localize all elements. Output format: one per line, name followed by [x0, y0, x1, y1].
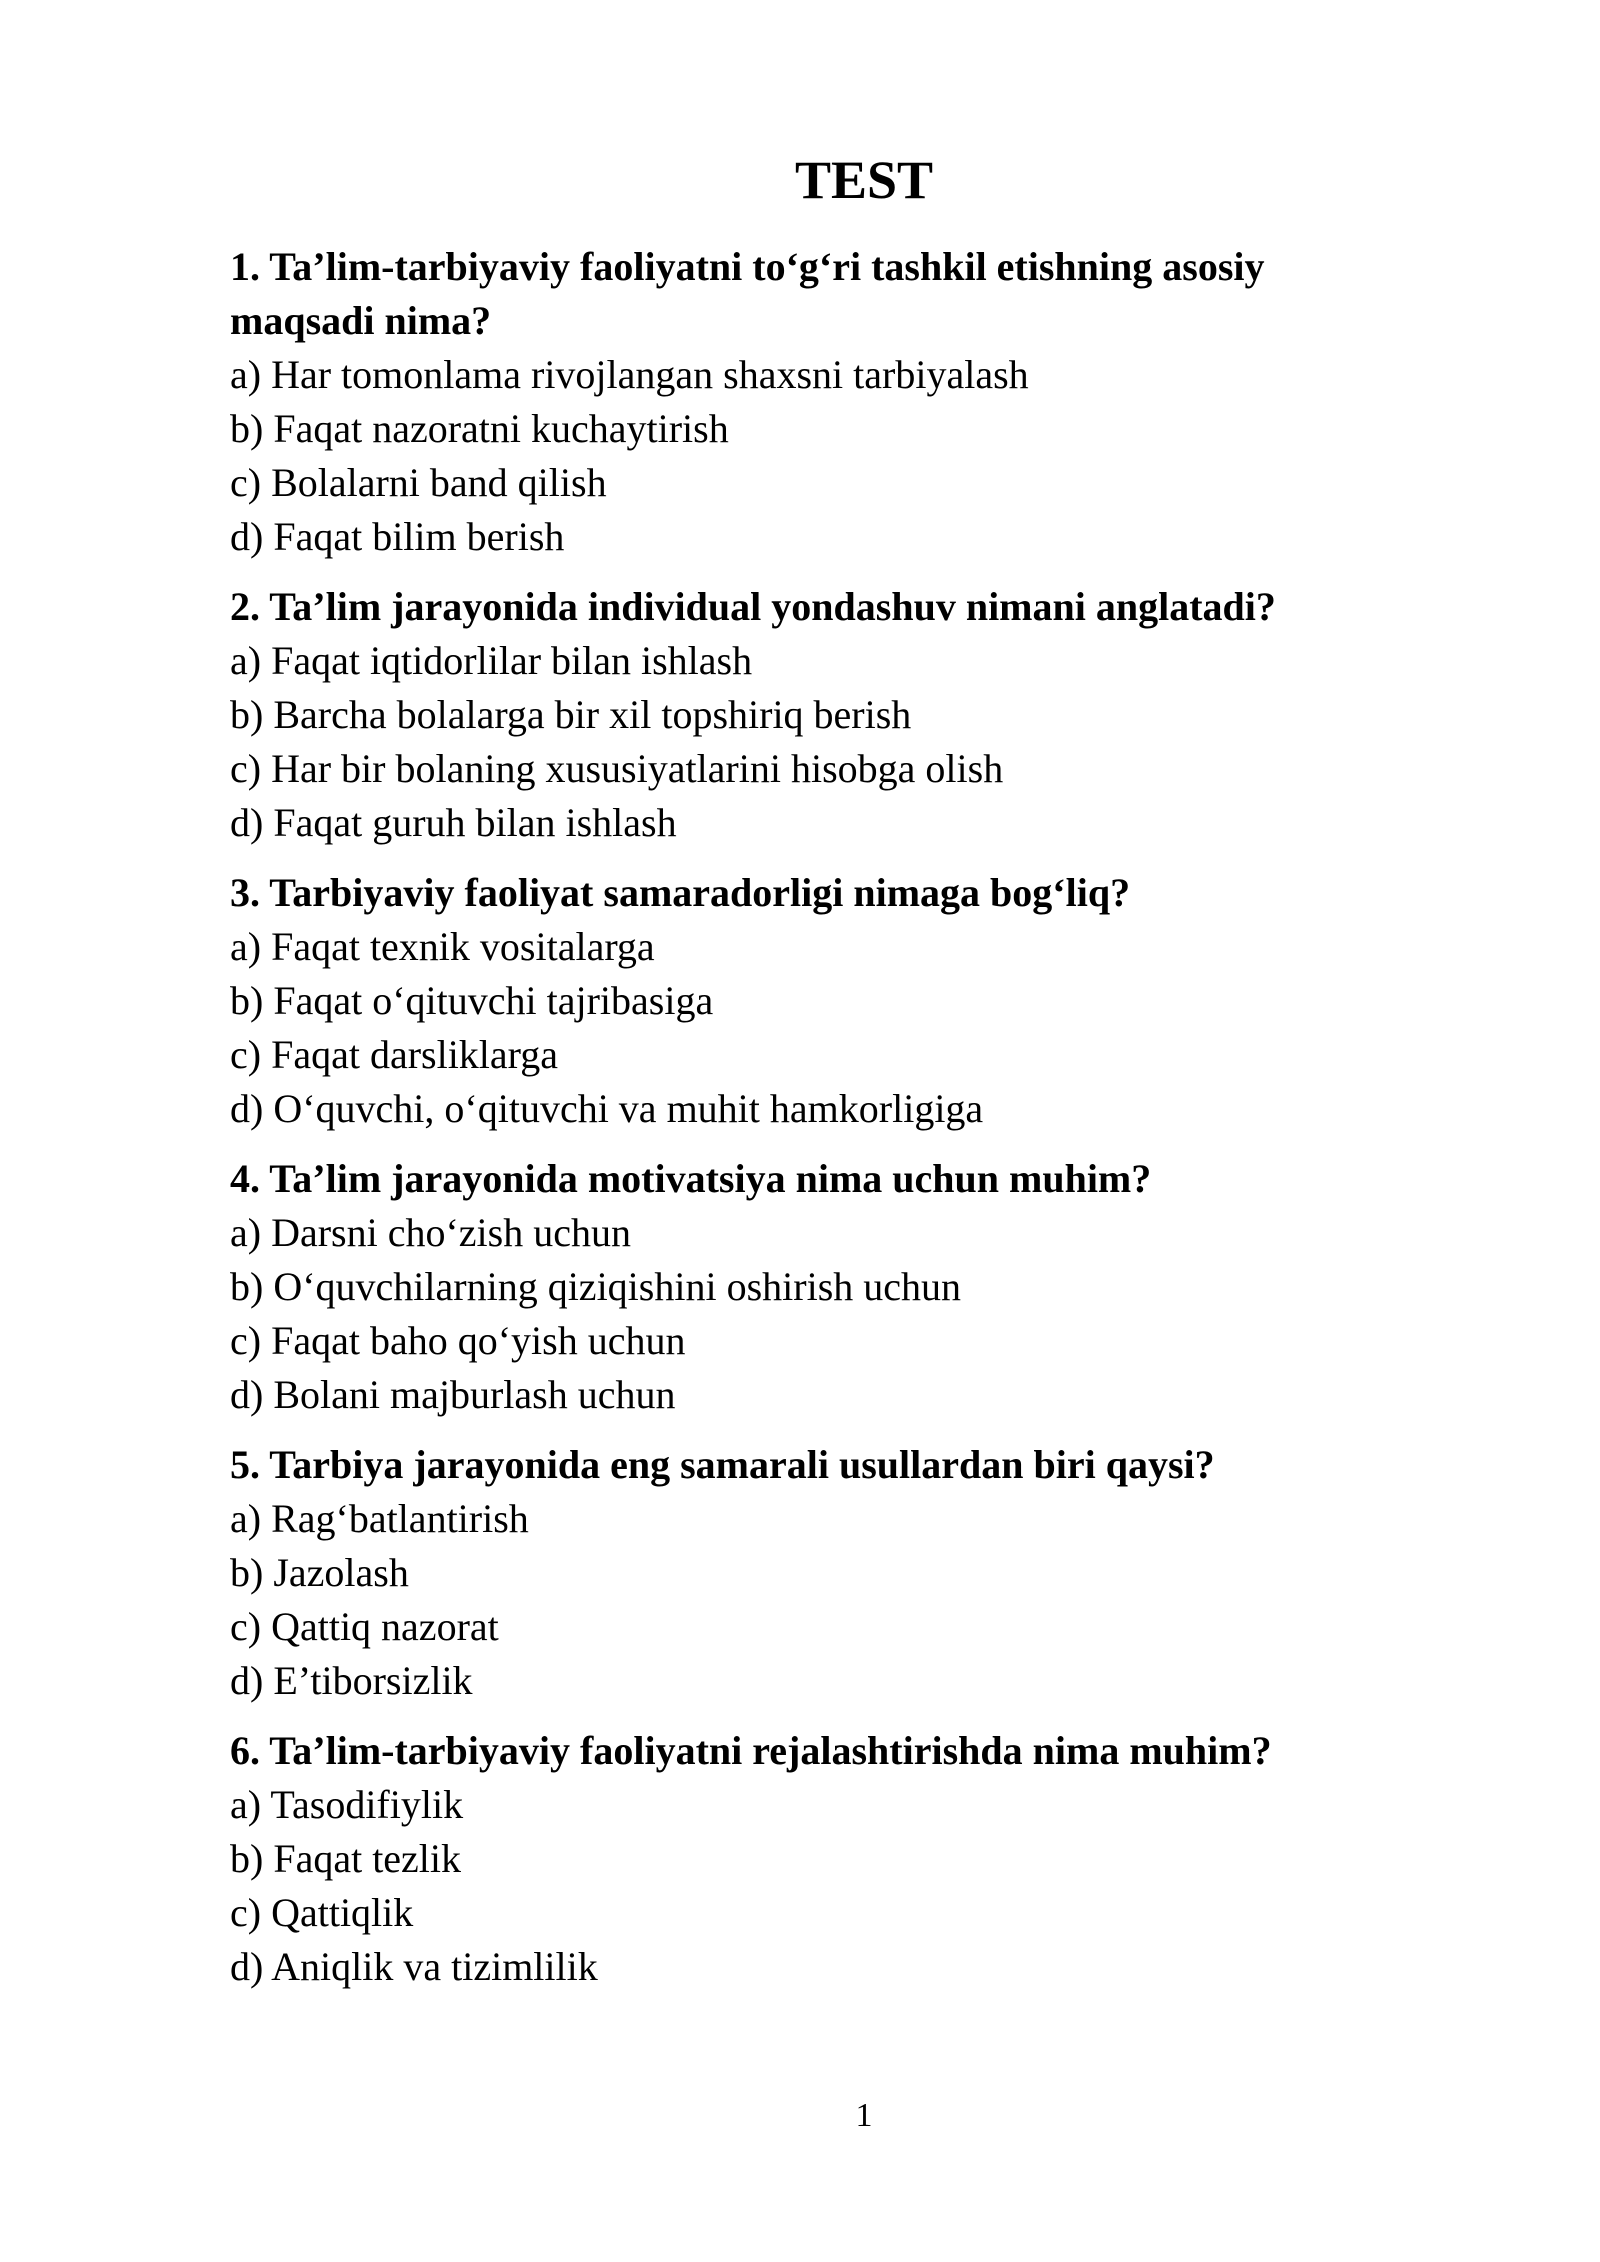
answer-option-b: b) O‘quvchilarning qiziqishini oshirish uchun — [230, 1264, 962, 1309]
page-number: 1 — [855, 2097, 873, 2134]
answer-option-b: b) Jazolash — [230, 1550, 409, 1595]
answer-option-a: a) Faqat iqtidorlilar bilan ishlash — [230, 638, 753, 683]
answer-option-a: a) Faqat texnik vositalarga — [230, 924, 655, 969]
answer-option-c: c) Qattiq nazorat — [230, 1604, 499, 1649]
answer-option-b: b) Faqat nazoratni kuchaytirish — [230, 406, 729, 451]
question-3 — [230, 866, 1410, 1136]
answer-option-d: d) E’tiborsizlik — [230, 1658, 473, 1703]
page-title: TEST — [794, 150, 934, 210]
question-4 — [230, 1152, 1410, 1422]
answer-option-c: c) Bolalarni band qilish — [230, 460, 607, 505]
answer-option-d: d) Bolani majburlash uchun — [230, 1372, 676, 1417]
question-text: 2. Ta’lim jarayonida individual yondashuv nimani anglatadi? — [230, 584, 1276, 629]
answer-option-c: c) Qattiqlik — [230, 1890, 414, 1935]
question-list — [230, 240, 1410, 2010]
answer-option-c: c) Har bir bolaning xususiyatlarini hisobga olish — [230, 746, 1004, 791]
answer-option-b: b) Faqat o‘qituvchi tajribasiga — [230, 978, 714, 1023]
answer-option-a: a) Darsni cho‘zish uchun — [230, 1210, 631, 1255]
answer-option-b: b) Faqat tezlik — [230, 1836, 462, 1881]
question-text: 1. Ta’lim-tarbiyaviy faoliyatni to‘g‘ri tashkil etishning asosiy maqsadi nima? — [230, 244, 1265, 343]
question-text: 4. Ta’lim jarayonida motivatsiya nima uchun muhim? — [230, 1156, 1152, 1201]
question-text: 6. Ta’lim-tarbiyaviy faoliyatni rejalashtirishda nima muhim? — [230, 1728, 1272, 1773]
question-5 — [230, 1438, 1410, 1708]
question-text: 3. Tarbiyaviy faoliyat samaradorligi nimaga bog‘liq? — [230, 870, 1131, 915]
answer-option-d: d) Aniqlik va tizimlilik — [230, 1944, 598, 1989]
answer-option-a: a) Har tomonlama rivojlangan shaxsni tarbiyalash — [230, 352, 1029, 397]
question-2 — [230, 580, 1410, 850]
answer-option-b: b) Barcha bolalarga bir xil topshiriq berish — [230, 692, 912, 737]
answer-option-d: d) Faqat bilim berish — [230, 514, 565, 559]
answer-option-a: a) Tasodifiylik — [230, 1782, 464, 1827]
question-6 — [230, 1724, 1410, 1994]
question-text: 5. Tarbiya jarayonida eng samarali usullardan biri qaysi? — [230, 1442, 1215, 1487]
answer-option-c: c) Faqat baho qo‘yish uchun — [230, 1318, 686, 1363]
answer-option-d: d) Faqat guruh bilan ishlash — [230, 800, 677, 845]
answer-option-a: a) Rag‘batlantirish — [230, 1496, 529, 1541]
question-1 — [230, 240, 1410, 564]
answer-option-c: c) Faqat darsliklarga — [230, 1032, 559, 1077]
answer-option-d: d) O‘quvchi, o‘qituvchi va muhit hamkorligiga — [230, 1086, 984, 1131]
